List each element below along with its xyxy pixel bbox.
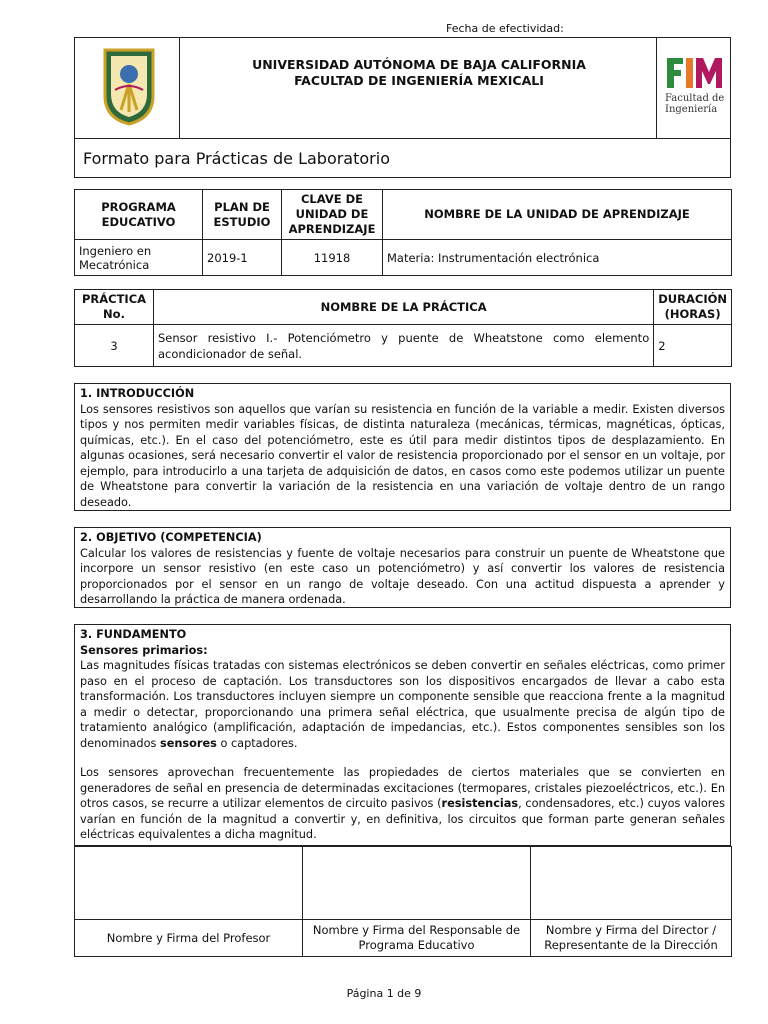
- section-text-objetivo: Calcular los valores de resistencias y fuente de voltaje necesarios para construir un puente de Wheatstone que incorpore un sensor resistivo (en este caso un potenciómetro) y así convertir los valores de resistencia proporcionados por el sensor en un rango de voltaje deseado. Con una actitud dispuesta a aprender y desarrollando la práctica de manera ordenada.: [80, 546, 725, 606]
- format-title: Formato para Prácticas de Laboratorio: [74, 138, 731, 178]
- cell-nombre-practica: Sensor resistivo I.- Potenciómetro y puente de Wheatstone como elemento acondicionador de señal.: [154, 325, 654, 367]
- header-practica: PRÁCTICA No.: [75, 290, 154, 325]
- section-title-introduccion: 1. INTRODUCCIÓN: [80, 387, 195, 400]
- signature-space-profesor: [75, 847, 303, 920]
- header-plan: PLAN DE ESTUDIO: [203, 190, 282, 240]
- fund-p1-text-c: o captadores.: [216, 736, 298, 750]
- section-objetivo: [74, 527, 731, 608]
- header-nombre-practica: NOMBRE DE LA PRÁCTICA: [154, 290, 654, 325]
- fim-logo-icon: [665, 56, 723, 90]
- signature-label-responsable: Nombre y Firma del Responsable de Programa Educativo: [303, 920, 531, 957]
- section-title-fundamento: 3. FUNDAMENTO: [80, 628, 187, 641]
- practice-table: [74, 289, 732, 367]
- fund-p2-text-c: , condensadores, etc.) cuyos valores varían en función de la magnitud a convertir y, en definitiva, los circuitos que forman parte generan señales eléctricas equivalentes a dicha magnitud.: [80, 797, 725, 841]
- effective-date-label: Fecha de efectividad:: [446, 22, 564, 35]
- fundamento-paragraph-1: [80, 658, 725, 751]
- signature-space-director: [531, 847, 732, 920]
- section-introduccion: [74, 383, 731, 511]
- section-text-introduccion: Los sensores resistivos son aquellos que varían su resistencia en función de la variable a medir. Existen diversos tipos y nos permiten medir variables físicas, de distinta naturaleza (mecánicas, térmicas, magnéticas, ópticas, químicas, etc.). En el caso del potenciómetro, este es útil para medir distintos tipos de desplazamiento. En algunas ocasiones, será necesario convertir el valor de resistencia proporcionado por el sensor en un voltaje, por ejemplo, para introducirlo a una tarjeta de adquisición de datos, en casos como este podemos utilizar un puente de Wheatstone para convertir la variación de la resistencia en una variación de voltaje dentro de un rango deseado.: [80, 402, 725, 509]
- fim-logo-cell: [656, 38, 730, 138]
- program-table: [74, 189, 732, 276]
- section-fundamento: [74, 624, 731, 846]
- page-number: Página 1 de 9: [346, 987, 422, 1000]
- fund-p2-bold: resistencias: [441, 797, 519, 810]
- section-title-objetivo: 2. OBJETIVO (COMPETENCIA): [80, 531, 262, 544]
- faculty-name: FACULTAD DE INGENIERÍA MEXICALI: [294, 73, 544, 88]
- section-subtitle-sensores: Sensores primarios:: [80, 643, 208, 657]
- fim-logo-text: Facultad de Ingeniería: [665, 93, 725, 115]
- cell-nombre-unidad: Materia: Instrumentación electrónica: [383, 240, 732, 276]
- cell-plan: 2019-1: [203, 240, 282, 276]
- cell-programa: Ingeniero en Mecatrónica: [75, 240, 203, 276]
- document-header: [74, 37, 731, 139]
- university-name: UNIVERSIDAD AUTÓNOMA DE BAJA CALIFORNIA: [252, 57, 586, 72]
- fund-p2-text-a: Los sensores aprovechan frecuentemente las propiedades de ciertos materiales que se convierten en generadores de señal en presencia de determinadas excitaciones (termopares, cristales piezoeléctricos, etc.). En otros casos, se recurre a utilizar elementos de circuito pasivos (: [80, 766, 725, 810]
- header-clave: CLAVE DE UNIDAD DE APRENDIZAJE: [282, 190, 383, 240]
- header-nombre-unidad: NOMBRE DE LA UNIDAD DE APRENDIZAJE: [383, 190, 732, 240]
- header-duracion: DURACIÓN (HORAS): [654, 290, 732, 325]
- cell-clave: 11918: [282, 240, 383, 276]
- signature-label-profesor: Nombre y Firma del Profesor: [75, 920, 303, 957]
- uabc-seal-icon: [99, 46, 159, 126]
- fund-p1-text-a: Las magnitudes físicas tratadas con sistemas electrónicos se deben convertir en señales eléctricas, como primer paso en el proceso de captación. Los transductores son los dispositivos encargados de llevar a cabo esta transformación. Los transductores incluyen siempre un componente sensible que reacciona frente a la magnitud a medir o detectar, proporcionando una primera señal eléctrica, que usualmente precisa de algún tipo de tratamiento analógico (amplificación, adaptación de impedancias, etc.). Estos componentes sensibles son los denominados: [80, 659, 725, 750]
- institution-title: [180, 57, 658, 89]
- signature-label-director: Nombre y Firma del Director / Representante de la Dirección: [531, 920, 732, 957]
- cell-duracion: 2: [654, 325, 732, 367]
- header-programa: PROGRAMA EDUCATIVO: [75, 190, 203, 240]
- cell-practica-num: 3: [75, 325, 154, 367]
- signature-space-responsable: [303, 847, 531, 920]
- signature-table: [74, 846, 732, 957]
- fund-p1-bold: sensores: [159, 736, 217, 750]
- fundamento-paragraph-2: [80, 765, 725, 843]
- uabc-seal-cell: [75, 38, 180, 138]
